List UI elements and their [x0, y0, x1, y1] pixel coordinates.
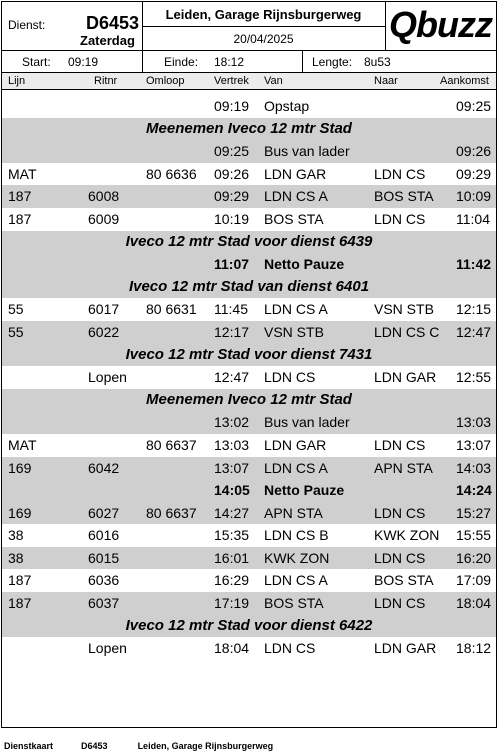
lengte-value: 8u53 [364, 55, 391, 69]
cell-aankomst: 11:04 [456, 210, 490, 227]
cell-vertrek: 14:27 [214, 504, 250, 521]
cell-van: Opstap [264, 98, 310, 114]
footer-label: Dienstkaart [4, 741, 54, 751]
cell-aankomst: 13:03 [456, 414, 492, 431]
cell-ritnr: 6022 [88, 323, 120, 340]
footer-garage: Leiden, Garage Rijnsburgerweg [137, 741, 274, 751]
cell-aankomst: 18:04 [456, 595, 492, 612]
cell-van: Netto Pauze [264, 256, 345, 273]
cell-vertrek: 13:03 [214, 436, 250, 453]
cell-vertrek: 15:35 [214, 527, 250, 544]
cell-ritnr: 6016 [88, 527, 120, 544]
cell-naar: LDN CS [374, 595, 426, 612]
cell-naar: LDN CS [374, 504, 426, 521]
trip-row [2, 569, 496, 592]
cell-naar: KWK ZON [374, 527, 440, 544]
cell-van: LDN CS [264, 369, 316, 386]
trip-row [2, 163, 496, 186]
trip-row [2, 95, 496, 118]
trip-row [2, 502, 496, 525]
cell-ritnr: 6037 [88, 595, 120, 612]
cell-van: Bus van lader [264, 414, 350, 431]
trip-row [2, 547, 496, 570]
cell-omloop: 80 6637 [146, 504, 197, 521]
start-label: Start: [22, 55, 51, 69]
cell-vertrek: 17:19 [214, 595, 250, 612]
cell-naar: LDN GAR [374, 640, 437, 657]
einde-label: Einde: [164, 55, 199, 69]
cell-ritnr: 6009 [88, 210, 120, 227]
section-title: Meenemen Iveco 12 mtr Stad [146, 390, 352, 408]
page-footer [4, 741, 301, 751]
trip-row [2, 298, 496, 321]
trip-row [2, 457, 496, 480]
cell-aankomst: 16:20 [456, 549, 492, 566]
trip-row [2, 185, 496, 208]
cell-omloop: 80 6636 [146, 165, 197, 182]
cell-naar: LDN GAR [374, 369, 437, 386]
cell-aankomst: 13:07 [456, 436, 492, 453]
dienst-day: Zaterdag [80, 33, 135, 48]
cell-aankomst: 15:55 [456, 527, 492, 544]
section-title: Iveco 12 mtr Stad voor dienst 6439 [125, 232, 373, 250]
section-row [2, 276, 496, 299]
cell-aankomst: 09:29 [456, 165, 492, 182]
cell-naar: LDN CS [374, 210, 426, 227]
trip-row [2, 411, 496, 434]
logo-cell [385, 2, 496, 50]
cell-naar: BOS STA [374, 188, 434, 205]
cell-aankomst: 10:09 [456, 188, 492, 205]
column-header [2, 73, 496, 90]
cell-lijn: 55 [8, 301, 24, 318]
cell-van: BOS STA [264, 210, 324, 227]
cell-van: VSN STB [264, 323, 324, 340]
cell-aankomst: 12:15 [456, 301, 492, 318]
duty-date: 20/04/2025 [233, 32, 294, 46]
cell-aankomst: 11:42 [456, 256, 492, 273]
cell-aankomst: 14:03 [456, 459, 492, 476]
trip-row [2, 208, 496, 231]
trip-row [2, 321, 496, 344]
col-van: Van [264, 75, 283, 87]
cell-vertrek: 10:19 [214, 210, 250, 227]
cell-naar: LDN CS C [374, 323, 440, 340]
cell-lijn: 187 [8, 210, 32, 227]
cell-vertrek: 09:26 [214, 165, 250, 182]
cell-aankomst: 17:09 [456, 572, 492, 589]
einde-cell [142, 50, 303, 72]
cell-vertrek: 13:07 [214, 459, 250, 476]
cell-vertrek: 16:29 [214, 572, 250, 589]
trip-row [2, 366, 496, 389]
col-ritnr: Ritnr [94, 75, 118, 87]
cell-ritnr: 6008 [88, 188, 120, 205]
trip-row [2, 434, 496, 457]
section-row [2, 344, 496, 367]
cell-van: LDN GAR [264, 436, 327, 453]
cell-van: LDN CS A [264, 572, 328, 589]
cell-naar: LDN CS [374, 165, 426, 182]
times-bar [2, 50, 496, 73]
cell-lijn: 38 [8, 527, 24, 544]
cell-vertrek: 09:19 [214, 98, 250, 114]
cell-omloop: 80 6637 [146, 436, 197, 453]
dienst-cell [2, 2, 143, 50]
col-vertrek: Vertrek [214, 75, 249, 87]
cell-lijn: 38 [8, 549, 24, 566]
cell-vertrek: 12:47 [214, 369, 250, 386]
cell-van: LDN CS A [264, 301, 328, 318]
cell-lijn: 169 [8, 504, 32, 521]
cell-van: BOS STA [264, 595, 324, 612]
cell-vertrek: 09:25 [214, 143, 250, 160]
start-time: 09:19 [68, 55, 99, 69]
cell-vertrek: 12:17 [214, 323, 250, 340]
cell-vertrek: 11:07 [214, 256, 250, 273]
qbuzz-logo: Qbuzz [389, 4, 492, 45]
cell-aankomst: 12:47 [456, 323, 492, 340]
cell-ritnr: 6017 [88, 301, 120, 318]
cell-vertrek: 09:29 [214, 188, 250, 205]
cell-van: KWK ZON [264, 549, 330, 566]
cell-naar: APN STA [374, 459, 433, 476]
col-naar: Naar [374, 75, 398, 87]
garage-name: Leiden, Garage Rijnsburgerweg [142, 6, 385, 27]
cell-vertrek: 16:01 [214, 549, 250, 566]
cell-van: LDN CS A [264, 188, 328, 205]
cell-naar: LDN CS [374, 436, 426, 453]
cell-lijn: 187 [8, 595, 32, 612]
col-aankomst: Aankomst [440, 75, 489, 87]
cell-ritnr: 6036 [88, 572, 120, 589]
cell-van: LDN GAR [264, 165, 327, 182]
pause-row [2, 253, 496, 276]
section-row [2, 118, 496, 141]
cell-lijn: 187 [8, 188, 32, 205]
cell-van: LDN CS B [264, 527, 329, 544]
cell-vertrek: 13:02 [214, 414, 250, 431]
trip-row [2, 524, 496, 547]
lengte-label: Lengte: [312, 55, 353, 69]
cell-lijn: MAT [8, 165, 37, 182]
card-header [2, 2, 496, 51]
cell-lijn: MAT [8, 436, 37, 453]
trip-row [2, 140, 496, 163]
duty-card [1, 1, 497, 728]
duty-rows [2, 95, 496, 660]
cell-van: Bus van lader [264, 143, 350, 160]
cell-vertrek: 11:45 [214, 301, 248, 318]
cell-naar: LDN CS [374, 549, 426, 566]
trip-row [2, 637, 496, 660]
lengte-cell [302, 50, 496, 72]
cell-ritnr: 6042 [88, 459, 120, 476]
cell-van: LDN CS [264, 640, 316, 657]
cell-van: APN STA [264, 504, 323, 521]
cell-aankomst: 12:55 [456, 369, 492, 386]
section-row [2, 615, 496, 638]
section-title: Iveco 12 mtr Stad van dienst 6401 [128, 277, 370, 295]
section-row [2, 231, 496, 254]
dienst-label: Dienst: [8, 18, 46, 32]
footer-code: D6453 [81, 741, 108, 751]
cell-aankomst: 09:26 [456, 143, 492, 160]
cell-aankomst: 14:24 [456, 482, 492, 499]
cell-lijn: 187 [8, 572, 32, 589]
cell-aankomst: 18:12 [456, 640, 492, 657]
cell-van: LDN CS A [264, 459, 328, 476]
col-omloop: Omloop [146, 75, 185, 87]
cell-vertrek: 18:04 [214, 640, 250, 657]
cell-aankomst: 15:27 [456, 504, 492, 521]
trip-row [2, 592, 496, 615]
cell-lijn: 169 [8, 459, 32, 476]
section-row [2, 389, 496, 412]
cell-naar: VSN STB [374, 301, 434, 318]
cell-lijn: 55 [8, 323, 24, 340]
col-lijn: Lijn [8, 75, 26, 87]
cell-ritnr: Lopen [88, 640, 127, 657]
start-cell [2, 50, 143, 72]
cell-ritnr: 6015 [88, 549, 120, 566]
garage-cell [142, 2, 386, 50]
section-title: Meenemen Iveco 12 mtr Stad [146, 119, 352, 137]
cell-ritnr: 6027 [88, 504, 120, 521]
section-title: Iveco 12 mtr Stad voor dienst 7431 [125, 345, 373, 363]
einde-time: 18:12 [214, 55, 245, 69]
cell-omloop: 80 6631 [146, 301, 197, 318]
cell-naar: BOS STA [374, 572, 434, 589]
cell-vertrek: 14:05 [214, 482, 250, 499]
cell-van: Netto Pauze [264, 482, 345, 499]
section-title: Iveco 12 mtr Stad voor dienst 6422 [125, 616, 373, 634]
pause-row [2, 479, 496, 502]
cell-aankomst: 09:25 [456, 98, 492, 114]
cell-ritnr: Lopen [88, 369, 127, 386]
dienst-code: D6453 [86, 13, 140, 33]
